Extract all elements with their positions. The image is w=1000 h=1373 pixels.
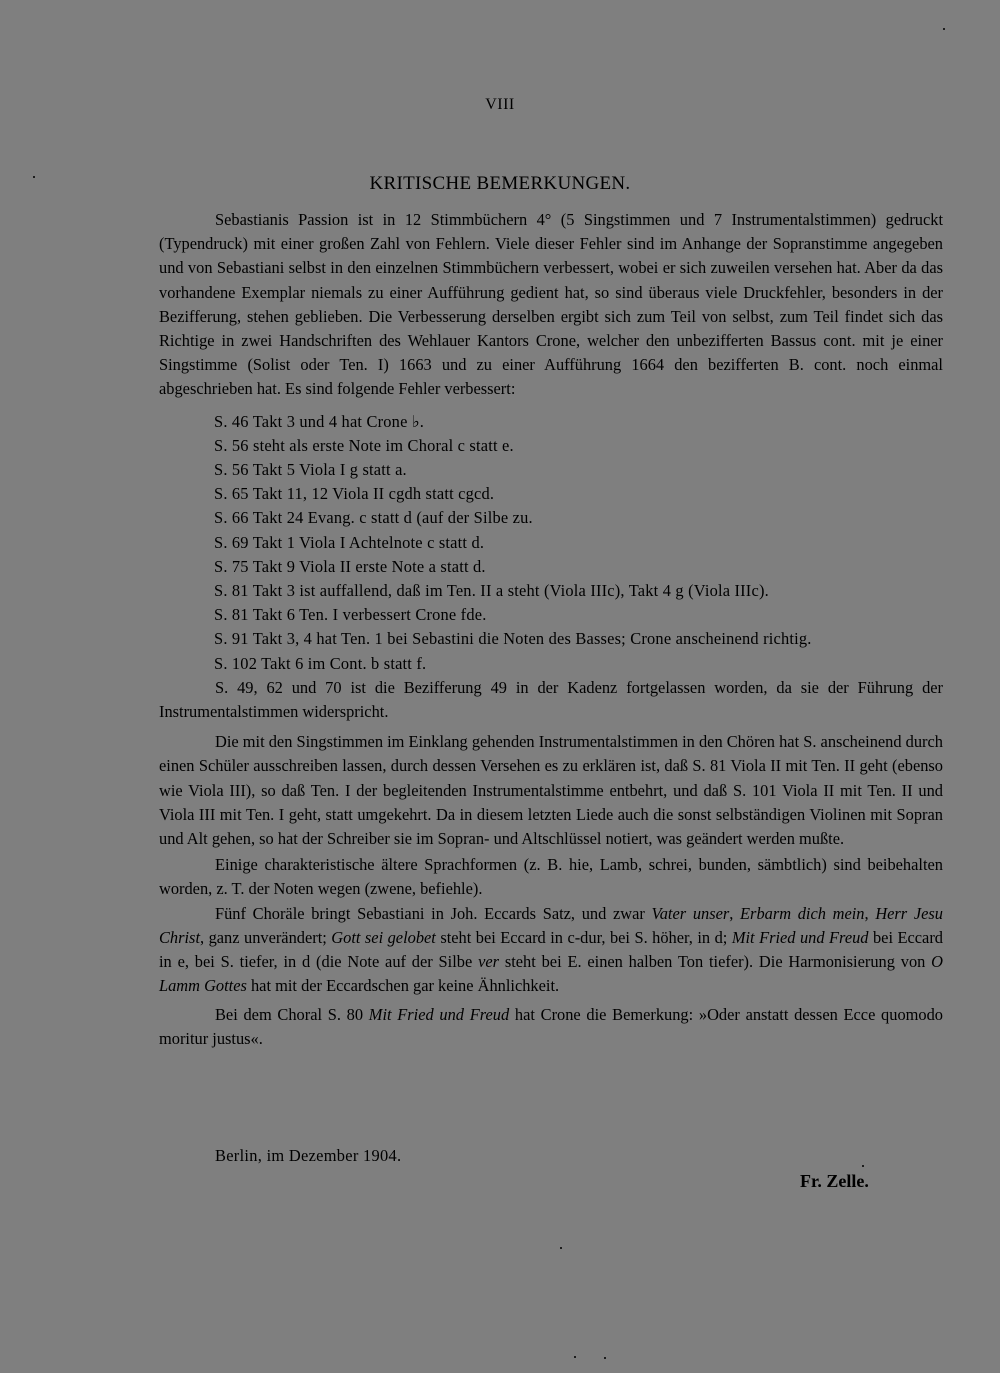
errata-item: S. 75 Takt 9 Viola II erste Note a statt d. — [214, 556, 486, 576]
errata-list — [159, 410, 943, 676]
chorale-title: Erbarm dich mein — [740, 903, 865, 923]
chorales-text: , — [864, 903, 876, 923]
chorales-text: hat mit der Eccardschen gar keine Ähnlichkeit. — [246, 976, 560, 996]
scan-speck — [862, 1165, 864, 1167]
errata-item: S. 102 Takt 6 im Cont. b statt f. — [214, 653, 427, 673]
instrumental-paragraph: Die mit den Singstimmen im Einklang gehenden Instrumentalstimmen in den Chören hat S. anscheinend durch einen Schüler ausschreiben lassen, durch dessen Versehen es zu erklären ist, daß S. 81 Viola II mit Ten. II geht (ebenso wie Viola III), so daß Ten. I der begleitenden Instrumentalstimme entbehrt, und daß S. 101 Viola II mit Ten. II und Viola III mit Ten. I geht, statt umgekehrt. Da in diesem letzten Liede auch die sonst selbständigen Violinen mit Sopran und Alt gehen, so hat der Schreiber sie im Sopran- und Altschlüssel notiert, was geändert werden mußte. — [159, 732, 943, 849]
syllable: ver — [478, 952, 499, 972]
remark-text: hat Crone die Bemerkung: »Oder anstatt dessen Ecce quomodo moritur justus«. — [159, 1004, 943, 1048]
body-text — [159, 208, 943, 1051]
chorale-title: Herr Jesu Christ — [159, 903, 943, 947]
scan-speck — [943, 28, 945, 30]
chorale-title: Vater unser — [651, 903, 730, 923]
chorale-title: O Lamm Gottes — [159, 952, 943, 996]
chorales-text: Fünf Choräle bringt Sebastiani in Joh. Eccards Satz, und zwar — [215, 903, 652, 923]
scan-speck — [560, 1247, 562, 1249]
scan-speck — [604, 1357, 606, 1359]
choral-remark-paragraph — [159, 1003, 943, 1051]
chorale-title: Mit Fried und Freud — [368, 1004, 510, 1024]
page-number: VIII — [485, 96, 515, 113]
chorale-title: Gott sei gelobet — [331, 927, 436, 947]
page-title: KRITISCHE BEMERKUNGEN. — [369, 173, 631, 194]
chorales-text: , — [729, 903, 741, 923]
chorales-paragraph — [159, 902, 943, 999]
errata-item: S. 69 Takt 1 Viola I Achtelnote c statt d. — [214, 532, 485, 552]
errata-item: S. 65 Takt 11, 12 Viola II cgdh statt cgcd. — [214, 484, 495, 504]
bezifferung-paragraph: S. 49, 62 und 70 ist die Bezifferung 49 in der Kadenz fortgelassen worden, da sie der Führung der Instrumentalstimmen widerspricht. — [159, 677, 943, 722]
errata-item: S. 66 Takt 24 Evang. c statt d (auf der Silbe zu. — [214, 508, 533, 528]
errata-item: S. 91 Takt 3, 4 hat Ten. 1 bei Sebastini die Noten des Basses; Crone anscheinend richtig. — [214, 629, 812, 649]
chorales-text: , ganz unverändert; — [200, 927, 332, 947]
errata-item: S. 81 Takt 3 ist auffallend, daß im Ten. II a steht (Viola IIIc), Takt 4 g (Viola IIIc). — [214, 581, 769, 601]
chorales-text: steht bei Eccard in c-dur, bei S. höher, in d; — [435, 927, 732, 947]
errata-item: S. 56 Takt 5 Viola I g statt a. — [214, 460, 407, 480]
signature: Fr. Zelle. — [800, 1171, 869, 1191]
chorale-title: Mit Fried und Freud — [731, 927, 869, 947]
scan-speck — [574, 1356, 576, 1358]
scan-speck — [33, 176, 35, 178]
errata-item: S. 56 steht als erste Note im Choral c statt e. — [214, 435, 514, 455]
errata-item: S. 46 Takt 3 und 4 hat Crone ♭. — [214, 411, 425, 431]
chorales-text: bei Eccard in e, bei S. tiefer, in d (die Note auf der Silbe — [159, 927, 943, 972]
dateline: Berlin, im Dezember 1904. — [215, 1146, 402, 1165]
errata-item: S. 81 Takt 6 Ten. I verbessert Crone fde. — [214, 605, 487, 625]
language-paragraph: Einige charakteristische ältere Sprachformen (z. B. hie, Lamb, schrei, bunden, sämbtlich) sind beibehalten worden, z. T. der Noten wegen (zwene, befiehle). — [159, 855, 943, 899]
remark-text: Bei dem Choral S. 80 — [215, 1004, 369, 1024]
intro-paragraph: Sebastianis Passion ist in 12 Stimmbüchern 4° (5 Singstimmen und 7 Instrumentalstimmen) gedruckt (Typendruck) mit einer großen Zahl von Fehlern. Viele dieser Fehler sind im Anhange der Sopranstimme angegeben und von Sebastiani selbst in den einzelnen Stimmbüchern verbessert, wobei er sich zuweilen versehen hat. Aber da das vorhandene Exemplar niemals zu einer Aufführung gedient hat, so sind überaus viele Druckfehler, besonders in der Bezifferung, stehen geblieben. Die Verbesserung derselben ergibt sich zum Teil von selbst, zum Teil findet sich das Richtige in zwei Handschriften des Wehlauer Kantors Crone, welcher den unbezifferten Bassus cont. mit je einer Singstimme (Solist oder Ten. I) 1663 und zu einer Aufführung 1664 den bezifferten B. cont. noch einmal abgeschrieben hat. Es sind folgende Fehler verbessert: — [159, 210, 943, 399]
chorales-text: steht bei E. einen halben Ton tiefer). Die Harmonisierung von — [499, 952, 932, 972]
